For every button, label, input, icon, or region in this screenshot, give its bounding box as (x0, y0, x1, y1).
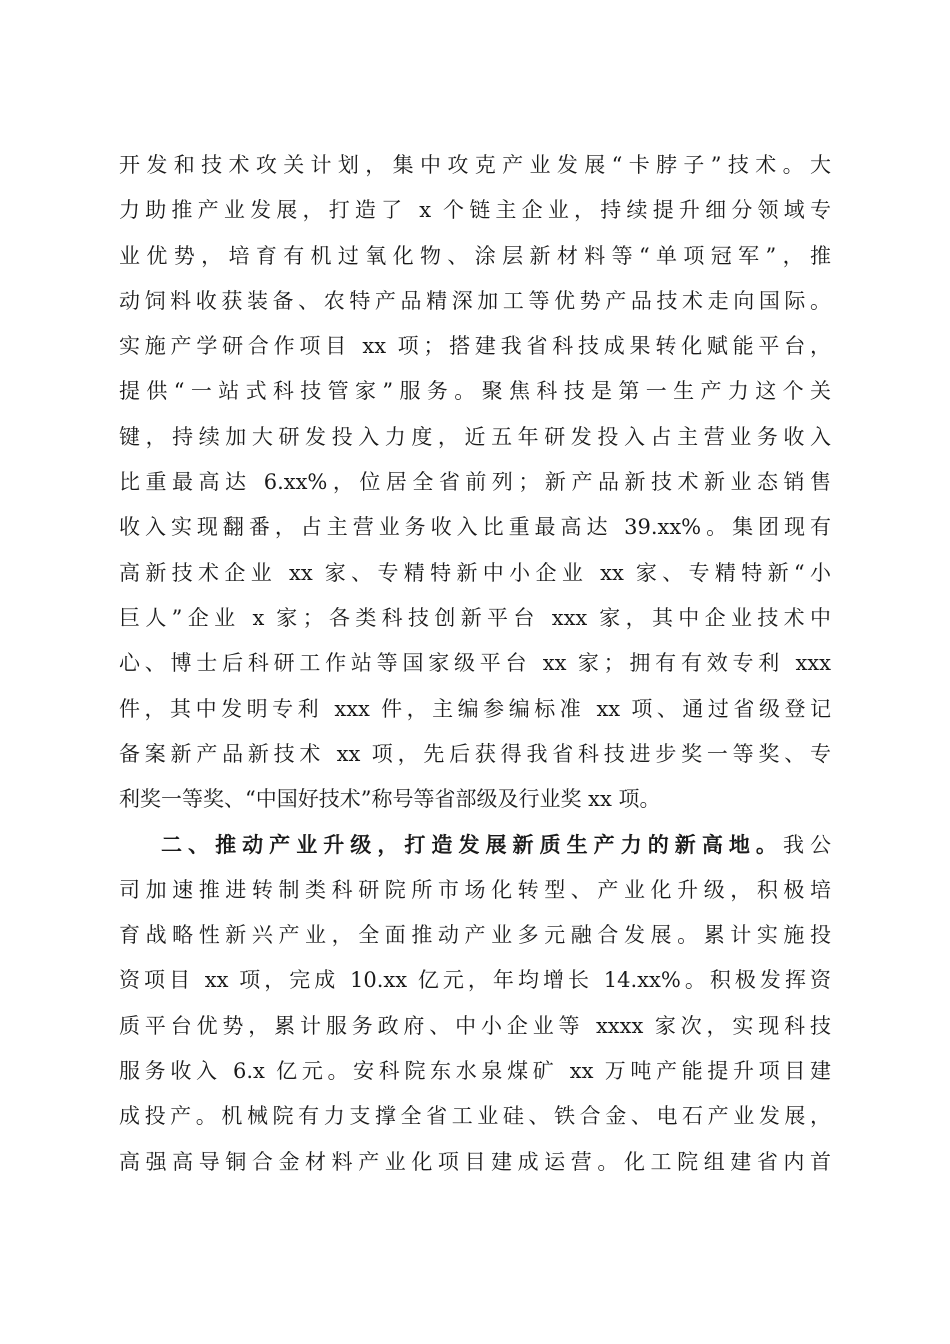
text-line: 备案新产品新技术 xx 项，先后获得我省科技进步奖一等奖、专 (119, 741, 831, 766)
text-line: 司加速推进转制类科研院所市场化转型、产业化升级，积极培 (119, 877, 831, 902)
text-line: 育战略性新兴产业，全面推动产业多元融合发展。累计实施投 (119, 923, 831, 948)
text-line: 质平台优势，累计服务政府、中小企业等 xxxx 家次，实现科技 (119, 1013, 831, 1038)
text-line: 利奖一等奖、“中国好技术”称号等省部级及行业奖 xx 项。 (119, 787, 661, 812)
paragraph-2-first-line (119, 822, 831, 867)
text-line: 提供“一站式科技管家”服务。聚焦科技是第一生产力这个关 (119, 379, 831, 404)
text-line: 心、博士后科研工作站等国家级平台 xx 家；拥有有效专利 xxx (119, 651, 831, 676)
text-line: 键，持续加大研发投入力度，近五年研发投入占主营业务收入 (119, 424, 831, 449)
text-line: 动饲料收获装备、农特产品精深加工等优势产品技术走向国际。 (119, 288, 831, 313)
text-line: 巨人”企业 x 家；各类科技创新平台 xxx 家，其中企业技术中 (119, 605, 831, 630)
section-heading: 二、推动产业升级，打造发展新质生产力的新高地。 (161, 832, 783, 858)
paragraph-2 (119, 822, 831, 1184)
text-line: 开发和技术攻关计划，集中攻克产业发展“卡脖子”技术。大 (119, 153, 831, 177)
paragraph-1 (119, 143, 831, 822)
text-line: 高新技术企业 xx 家、专精特新中小企业 xx 家、专精特新“小 (119, 560, 831, 585)
text-line: 比重最高达 6.xx%，位居全省前列；新产品新技术新业态销售 (119, 470, 831, 495)
text-line: 力助推产业发展，打造了 x 个链主企业，持续提升细分领域专 (119, 198, 831, 223)
text-line: 件，其中发明专利 xxx 件，主编参编标准 xx 项、通过省级登记 (119, 696, 831, 721)
text-line: 业优势，培育有机过氧化物、涂层新材料等“单项冠军”，推 (119, 243, 831, 268)
text-line: 服务收入 6.x 亿元。安科院东水泉煤矿 xx 万吨产能提升项目建 (119, 1058, 831, 1083)
text-line: 收入实现翻番，占主营业务收入比重最高达 39.xx%。集团现有 (119, 515, 831, 540)
text-line: 成投产。机械院有力支撑全省工业硅、铁合金、电石产业发展， (119, 1104, 831, 1129)
text-fragment: 我公 (782, 833, 832, 858)
text-line: 实施产学研合作项目 xx 项；搭建我省科技成果转化赋能平台， (119, 334, 831, 359)
text-line: 高强高导铜合金材料产业化项目建成运营。化工院组建省内首 (119, 1149, 831, 1174)
text-line: 资项目 xx 项，完成 10.xx 亿元，年均增长 14.xx%。积极发挥资 (119, 968, 831, 993)
document-body (119, 143, 831, 1185)
